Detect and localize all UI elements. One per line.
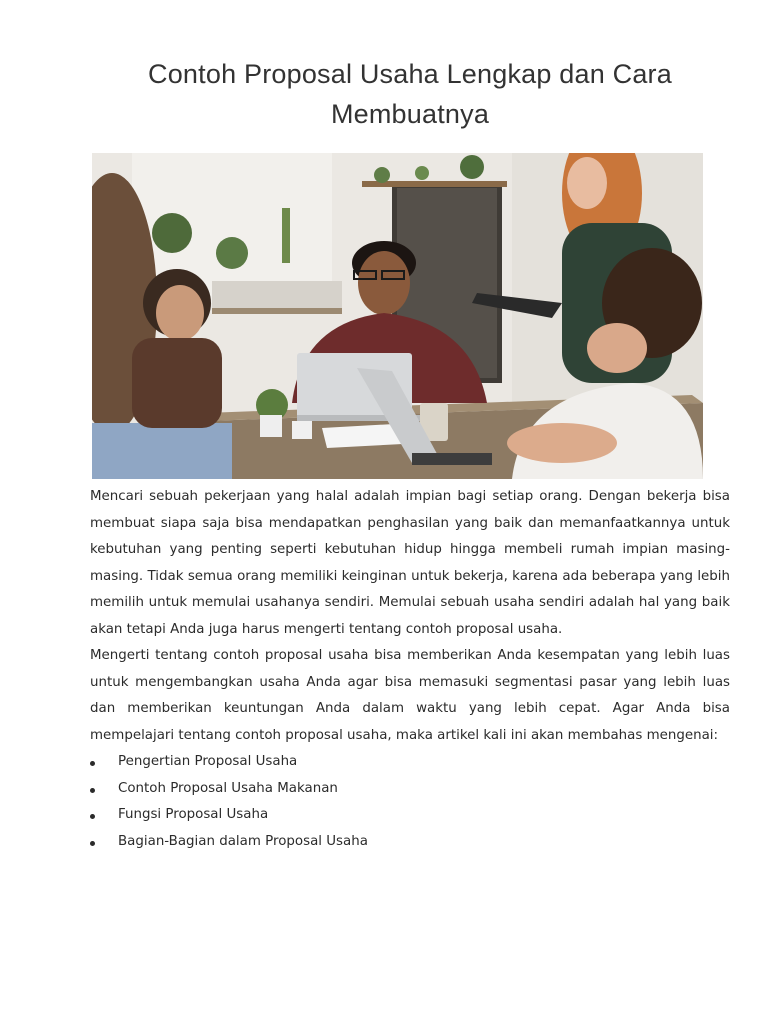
- paragraph-intro: Mencari sebuah pekerjaan yang halal adalah impian bagi setiap orang. Dengan bekerja bisa membuat siapa saja bisa mendapatkan penghasilan yang baik dan memanfaatkannya untuk kebutuhan yang penting seperti kebutuhan hidup hingga membeli rumah impian masing-masing. Tidak semua orang memiliki keinginan untuk bekerja, karena ada beberapa yang lebih memilih untuk memulai usahanya sendiri. Memulai sebuah usaha sendiri adalah hal yang baik akan tetapi Anda juga harus mengerti tentang contoh proposal usaha.: [90, 489, 730, 637]
- bullet-icon: [90, 788, 95, 793]
- article-body: [90, 484, 730, 855]
- bullet-icon: [90, 761, 95, 766]
- hero-photo: [92, 153, 703, 479]
- list-item: Pengertian Proposal Usaha: [90, 749, 730, 776]
- document-title: Contoh Proposal Usaha Lengkap dan Cara Membuatnya: [148, 59, 672, 129]
- paragraph-second: Mengerti tentang contoh proposal usaha bisa memberikan Anda kesempatan yang lebih luas untuk mengembangkan usaha Anda agar bisa memasuki segmentasi pasar yang lebih luas dan memberikan keuntungan Anda dalam waktu yang lebih cepat. Agar Anda bisa mempelajari tentang contoh proposal usaha, maka artikel kali ini akan membahas mengenai:: [90, 648, 730, 743]
- list-item: Contoh Proposal Usaha Makanan: [90, 776, 730, 803]
- list-item: Fungsi Proposal Usaha: [90, 802, 730, 829]
- topic-list: [90, 749, 730, 855]
- bullet-icon: [90, 814, 95, 819]
- list-item: Bagian-Bagian dalam Proposal Usaha: [90, 829, 730, 856]
- bullet-icon: [90, 841, 95, 846]
